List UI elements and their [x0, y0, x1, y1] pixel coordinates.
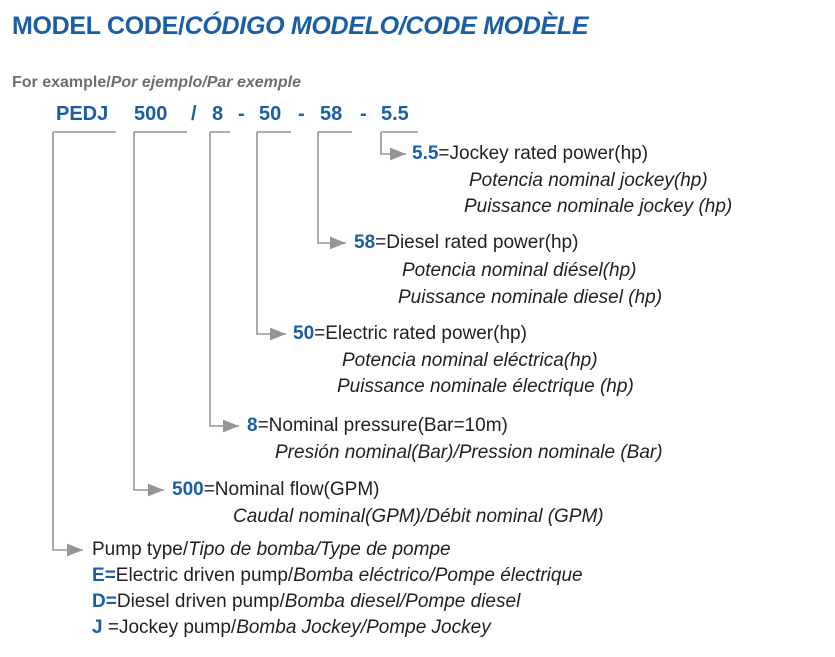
connector-8 — [210, 132, 239, 426]
pump-option-italic: Bomba eléctrico/Pompe électrique — [293, 565, 583, 586]
pump-option-label: Electric driven pump/ — [115, 565, 294, 586]
title-italic: CÓDIGO MODELO/CODE MODÈLE — [184, 12, 589, 40]
connector-58 — [318, 132, 346, 243]
code-part-5-5: 5.5 — [381, 103, 409, 125]
pump-option-italic: Bomba Jockey/Pompe Jockey — [236, 617, 491, 638]
pump-type-label: Pump type/ — [92, 539, 189, 560]
code-part-pedj: PEDJ — [56, 103, 109, 125]
pump-option-diesel — [92, 591, 520, 613]
entry-diesel-power-fr: Puissance nominale diesel (hp) — [398, 287, 663, 308]
entry-label: =Nominal flow(GPM) — [203, 479, 380, 500]
entry-jockey-power — [412, 143, 648, 165]
connector-500 — [134, 132, 164, 490]
code-part-dash-3: - — [360, 103, 367, 125]
pump-option-key: D — [92, 591, 106, 612]
pump-option-key: E — [92, 565, 105, 586]
pump-option-eq: = — [102, 617, 119, 638]
title-main: MODEL CODE/ — [12, 12, 185, 40]
entry-electric-power-es: Potencia nominal eléctrica(hp) — [342, 350, 598, 371]
connector-pump-type — [53, 132, 83, 550]
entry-nominal-flow-es-fr: Caudal nominal(GPM)/Débit nominal (GPM) — [233, 506, 604, 527]
entry-label: =Nominal pressure(Bar=10m) — [257, 415, 508, 436]
code-part-8: 8 — [212, 103, 224, 125]
example-label — [12, 74, 301, 92]
pump-type-label-italic: Tipo de bomba/Type de pompe — [188, 539, 451, 560]
pump-option-label: Diesel driven pump/ — [116, 591, 285, 612]
pump-type-heading — [92, 539, 451, 561]
entry-nominal-pressure — [247, 415, 508, 437]
entry-key: 50 — [293, 323, 315, 344]
code-part-500: 500 — [134, 103, 168, 125]
example-main: For example/ — [12, 74, 111, 91]
code-part-50: 50 — [259, 103, 282, 125]
pump-option-italic: Bomba diesel/Pompe diesel — [284, 591, 521, 612]
pump-option-eq: = — [105, 591, 117, 612]
entry-electric-power-fr: Puissance nominale électrique (hp) — [337, 376, 634, 397]
entry-key: 5.5 — [412, 143, 439, 164]
entry-label: =Electric rated power(hp) — [314, 323, 527, 344]
entry-diesel-power — [354, 232, 578, 254]
pump-option-key: J — [92, 617, 103, 638]
code-part-dash-2: - — [298, 103, 305, 125]
entry-key: 500 — [172, 479, 204, 500]
code-part-dash-1: - — [238, 103, 245, 125]
entry-diesel-power-es: Potencia nominal diésel(hp) — [402, 260, 637, 281]
page-title — [12, 12, 588, 41]
pump-option-jockey — [92, 617, 491, 639]
entry-jockey-power-fr: Puissance nominale jockey (hp) — [464, 196, 733, 217]
connector-50 — [257, 132, 286, 334]
entry-label: =Diesel rated power(hp) — [375, 232, 579, 253]
entry-nominal-flow — [172, 479, 380, 501]
pump-option-eq: = — [104, 565, 116, 586]
pump-option-label: Jockey pump/ — [118, 617, 237, 638]
entry-key: 8 — [247, 415, 258, 436]
example-italic: Por ejemplo/Par exemple — [110, 74, 302, 91]
pump-option-electric — [92, 565, 583, 587]
entry-jockey-power-es: Potencia nominal jockey(hp) — [469, 170, 708, 191]
code-part-slash: / — [191, 103, 197, 125]
entry-electric-power — [293, 323, 527, 345]
entry-key: 58 — [354, 232, 376, 253]
connector-5-5 — [381, 132, 406, 154]
entry-nominal-pressure-es-fr: Presión nominal(Bar)/Pression nominale (Bar) — [275, 442, 663, 463]
code-part-58: 58 — [320, 103, 343, 125]
entry-label: =Jockey rated power(hp) — [438, 143, 649, 164]
